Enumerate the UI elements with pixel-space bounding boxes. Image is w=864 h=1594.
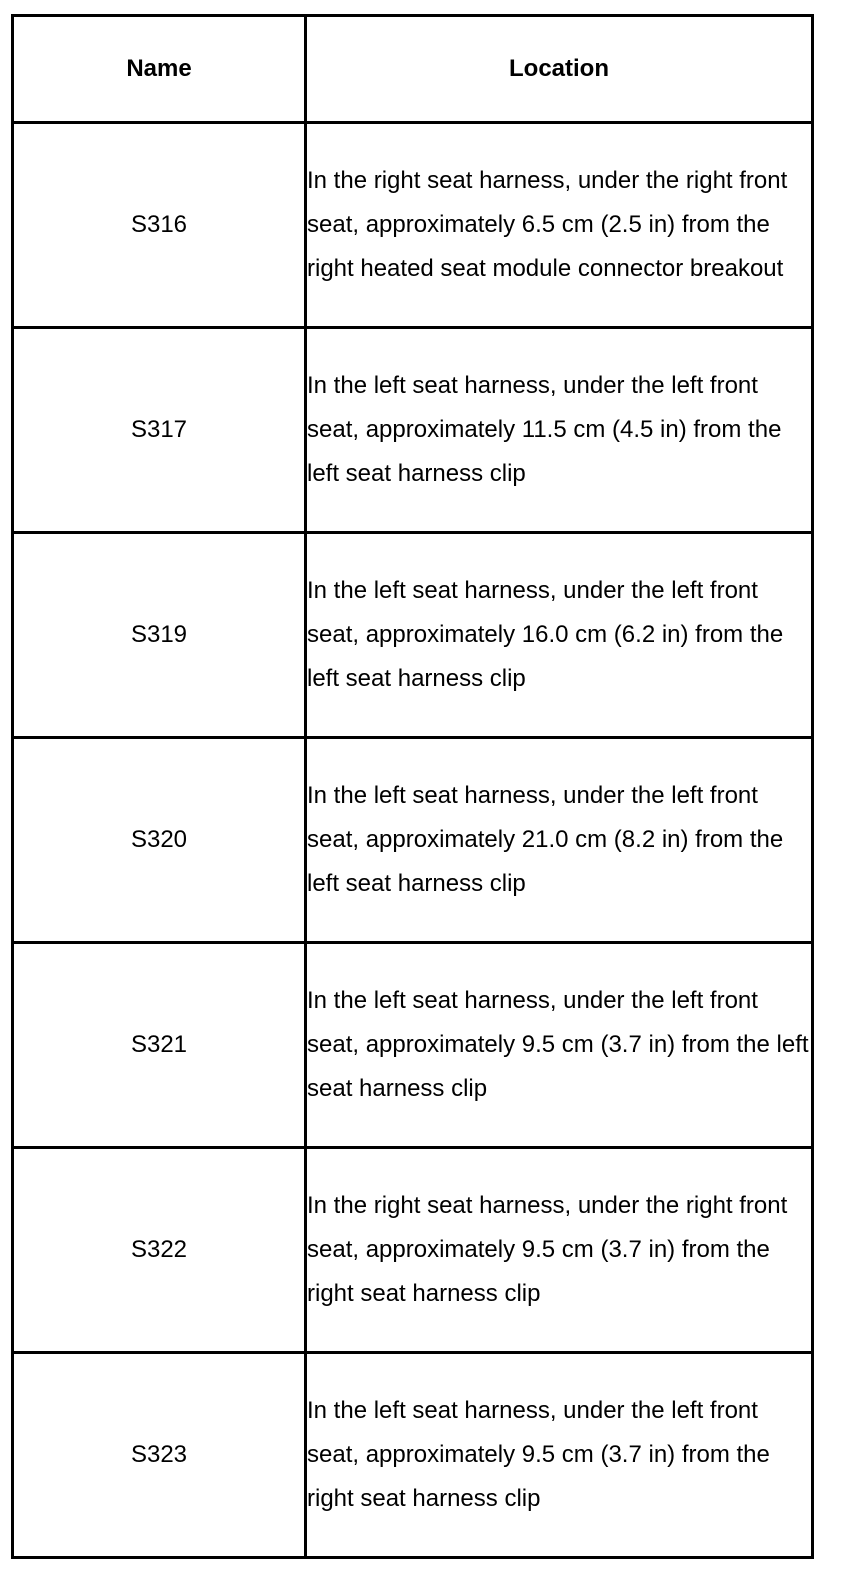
table-row xyxy=(13,738,813,943)
splice-location-cell: In the left seat harness, under the left front seat, approximately 16.0 cm (6.2 in) from the left seat harness clip xyxy=(306,533,813,738)
header-name: Name xyxy=(13,16,306,123)
splice-location-cell: In the right seat harness, under the right front seat, approximately 6.5 cm (2.5 in) from the right heated seat module connector breakout xyxy=(306,123,813,328)
table-row xyxy=(13,1353,813,1558)
splice-name-cell: S317 xyxy=(13,328,306,533)
table-row xyxy=(13,123,813,328)
splice-name-cell: S321 xyxy=(13,943,306,1148)
splice-location-cell: In the left seat harness, under the left front seat, approximately 11.5 cm (4.5 in) from the left seat harness clip xyxy=(306,328,813,533)
table-row xyxy=(13,533,813,738)
table-row xyxy=(13,328,813,533)
splice-name-cell: S316 xyxy=(13,123,306,328)
splice-location-cell: In the left seat harness, under the left front seat, approximately 9.5 cm (3.7 in) from the left seat harness clip xyxy=(306,943,813,1148)
splice-location-cell: In the left seat harness, under the left front seat, approximately 21.0 cm (8.2 in) from the left seat harness clip xyxy=(306,738,813,943)
splice-location-table xyxy=(11,14,814,1559)
splice-name-cell: S319 xyxy=(13,533,306,738)
splice-location-cell: In the right seat harness, under the right front seat, approximately 9.5 cm (3.7 in) from the right seat harness clip xyxy=(306,1148,813,1353)
header-row xyxy=(13,16,813,123)
table-row xyxy=(13,1148,813,1353)
splice-location-cell: In the left seat harness, under the left front seat, approximately 9.5 cm (3.7 in) from the right seat harness clip xyxy=(306,1353,813,1558)
splice-name-cell: S323 xyxy=(13,1353,306,1558)
splice-name-cell: S322 xyxy=(13,1148,306,1353)
header-location: Location xyxy=(306,16,813,123)
table-row xyxy=(13,943,813,1148)
splice-name-cell: S320 xyxy=(13,738,306,943)
